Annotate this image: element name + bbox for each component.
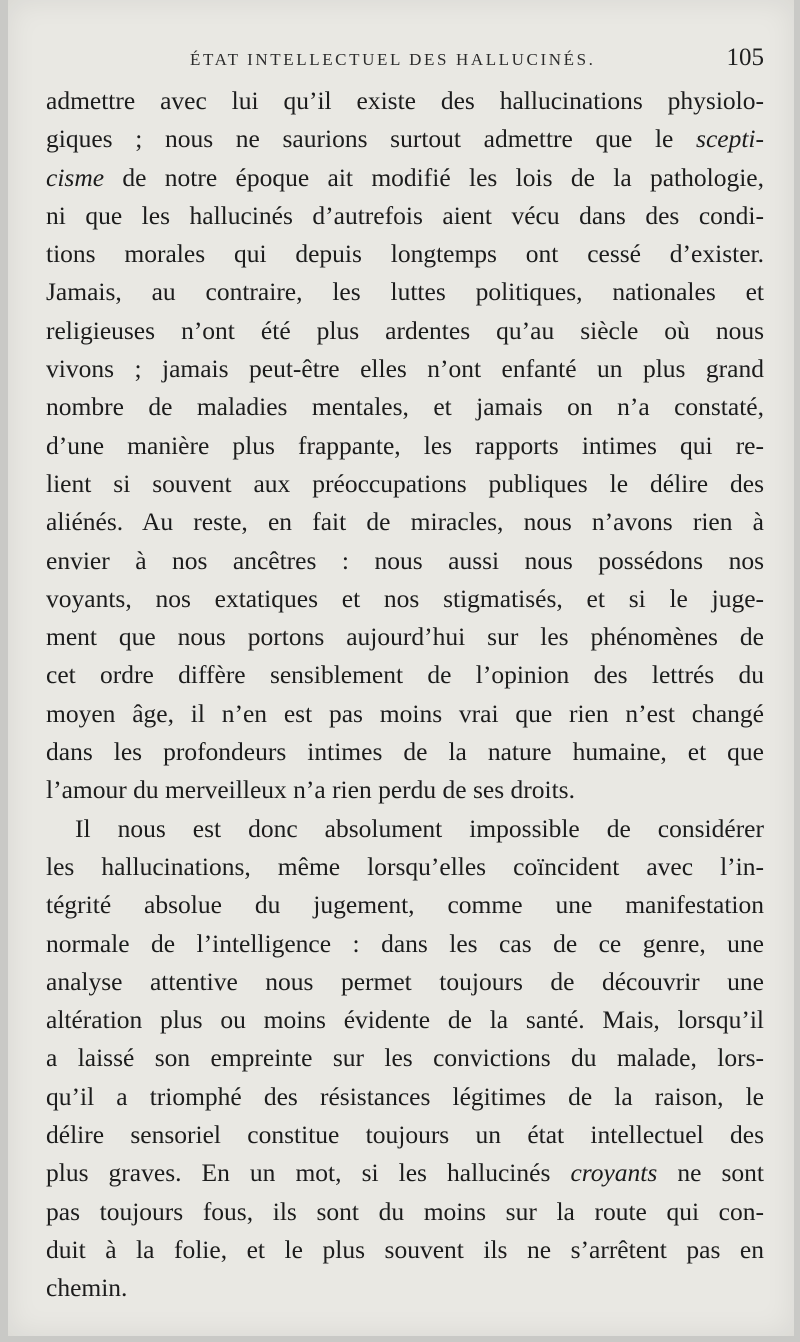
text-line: [46, 1154, 764, 1192]
text-line: [46, 733, 764, 771]
text-line: [46, 580, 764, 618]
text-line: [46, 1039, 764, 1077]
text-run: ne sont: [657, 1158, 764, 1188]
text-line: [46, 1269, 764, 1307]
text-line: [46, 159, 764, 197]
text-line: [46, 235, 764, 273]
text-run: nombre de maladies mentales, et jamais on n’a constaté,: [46, 392, 764, 422]
text-run: a laissé son empreinte sur les convictions du malade, lors-: [46, 1043, 764, 1073]
text-line: [46, 848, 764, 886]
book-page: [8, 0, 794, 1336]
text-line: [46, 618, 764, 656]
text-line: [46, 120, 764, 158]
text-line: [46, 465, 764, 503]
italic-text: croyants: [570, 1158, 658, 1188]
text-line: [46, 925, 764, 963]
text-run: chemin.: [46, 1273, 128, 1303]
text-run: dans les profondeurs intimes de la nature humaine, et que: [46, 737, 764, 767]
text-run: tégrité absolue du jugement, comme une manifestation: [46, 890, 764, 920]
text-run: analyse attentive nous permet toujours de découvrir une: [46, 966, 764, 996]
text-run: voyants, nos extatiques et nos stigmatisés, et si le juge-: [46, 583, 764, 613]
italic-text: cisme: [46, 162, 105, 192]
text-line: [46, 312, 764, 350]
text-line: [46, 1078, 764, 1116]
text-run: giques ; nous ne saurions surtout admettre que le: [46, 124, 697, 154]
text-run: de notre époque ait modifié les lois de la pathologie,: [104, 162, 764, 192]
text-run: cet ordre diffère sensiblement de l’opinion des lettrés du: [46, 660, 764, 690]
text-run: moyen âge, il n’en est pas moins vrai que rien n’est changé: [46, 698, 764, 728]
text-run: d’une manière plus frappante, les rapports intimes qui re-: [46, 430, 764, 460]
text-run: pas toujours fous, ils sont du moins sur la route qui con-: [46, 1196, 764, 1226]
text-line: [46, 886, 764, 924]
italic-text: scepti-: [696, 124, 764, 154]
text-run: qu’il a triomphé des résistances légitimes de la raison, le: [46, 1081, 764, 1111]
text-line: [46, 197, 764, 235]
page-number: 105: [726, 44, 764, 71]
text-line: [46, 1231, 764, 1269]
text-line: [46, 1116, 764, 1154]
text-run: altération plus ou moins évidente de la santé. Mais, lorsqu’il: [46, 1005, 764, 1035]
text-line: [46, 1193, 764, 1231]
text-line: [46, 542, 764, 580]
text-run: duit à la folie, et le plus souvent ils ne s’arrêtent pas en: [46, 1234, 764, 1264]
text-line: [46, 350, 764, 388]
running-head: [8, 44, 794, 80]
text-run: Il nous est donc absolument impossible de considérer: [75, 813, 764, 843]
text-run: ni que les hallucinés d’autrefois aient vécu dans des condi-: [46, 200, 764, 230]
text-run: tions morales qui depuis longtemps ont cessé d’exister.: [46, 239, 764, 269]
text-line: [46, 503, 764, 541]
text-line: [46, 1001, 764, 1039]
text-line: [46, 771, 764, 809]
text-run: aliénés. Au reste, en fait de miracles, nous n’avons rien à: [46, 507, 764, 537]
text-line: [46, 273, 764, 311]
text-run: ment que nous portons aujourd’hui sur les phénomènes de: [46, 622, 764, 652]
body-text: [46, 82, 764, 1308]
paragraph: [46, 82, 764, 810]
text-run: envier à nos ancêtres : nous aussi nous possédons nos: [46, 545, 764, 575]
text-line: [46, 656, 764, 694]
text-run: vivons ; jamais peut-être elles n’ont enfanté un plus grand: [46, 354, 764, 384]
text-run: admettre avec lui qu’il existe des hallucinations physiolo-: [46, 86, 764, 115]
text-line: [46, 810, 764, 848]
text-line: [46, 963, 764, 1001]
text-line: [46, 388, 764, 426]
text-run: l’amour du merveilleux n’a rien perdu de ses droits.: [46, 775, 575, 805]
paragraph: [46, 810, 764, 1308]
text-run: normale de l’intelligence : dans les cas de ce genre, une: [46, 928, 764, 958]
text-line: [46, 695, 764, 733]
text-run: plus graves. En un mot, si les hallucinés: [46, 1158, 571, 1188]
text-run: Jamais, au contraire, les luttes politiques, nationales et: [46, 277, 764, 307]
text-run: délire sensoriel constitue toujours un état intellectuel des: [46, 1120, 764, 1150]
text-line: [46, 427, 764, 465]
text-line: [46, 82, 764, 120]
text-run: les hallucinations, même lorsqu’elles coïncident avec l’in-: [46, 851, 764, 881]
running-title: ÉTAT INTELLECTUEL DES HALLUCINÉS.: [190, 50, 596, 69]
text-run: religieuses n’ont été plus ardentes qu’au siècle où nous: [46, 315, 764, 345]
text-run: lient si souvent aux préoccupations publiques le délire des: [46, 468, 764, 498]
